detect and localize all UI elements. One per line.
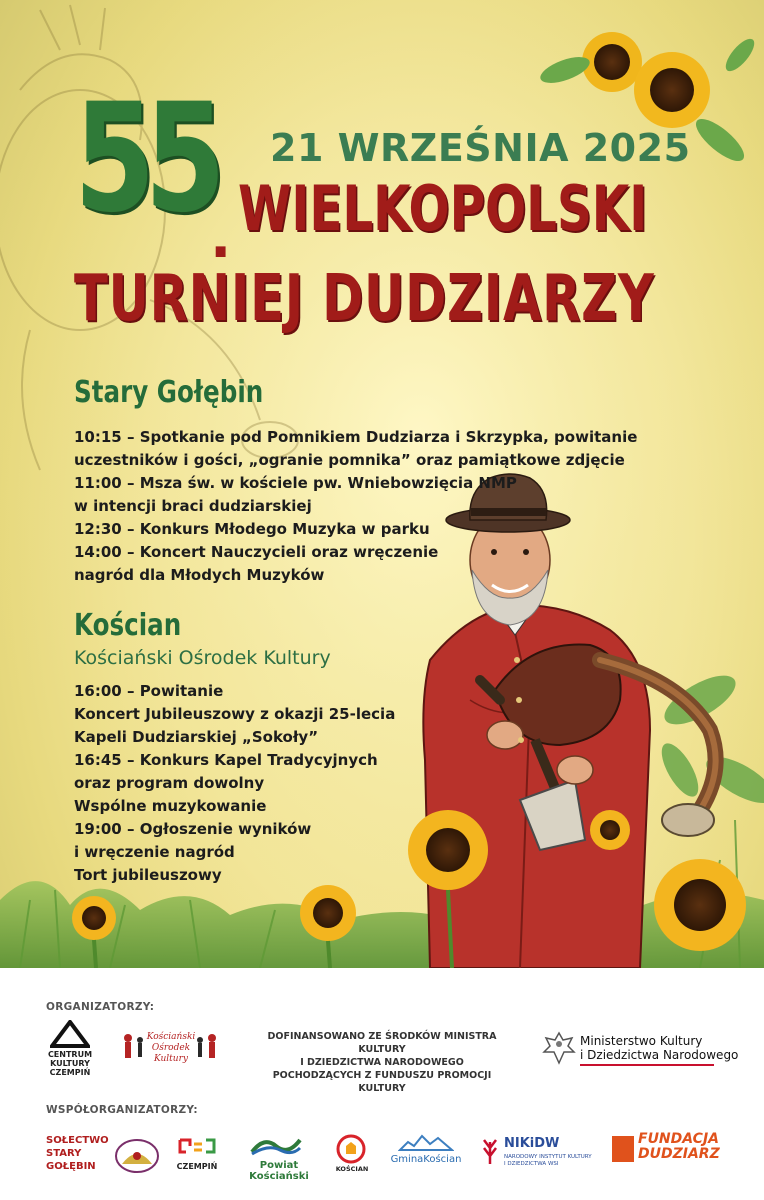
sunflower-bottom-right (654, 859, 746, 951)
program-line: 16:00 – Powitanie (74, 682, 224, 700)
program-line: 12:30 – Konkurs Młodego Muzyka w parku (74, 520, 430, 538)
co-organizers-label: WSPÓŁORGANIZATORZY: (46, 1104, 198, 1116)
program-line: 10:15 – Spotkanie pod Pomnikiem Dudziarza i Skrzypka, powitanie (74, 428, 638, 446)
koscian-city-emblem-icon (336, 1134, 366, 1164)
section-koscian-heading: Kościan (74, 608, 182, 643)
powiat-label: Powiat Kościański (249, 1160, 309, 1182)
program-line: i wręczenie nagród (74, 843, 235, 861)
program-line: uczestników i gości, „ogranie pomnika” oraz pamiątkowe zdjęcie (74, 451, 625, 469)
fundacja-mark-icon (612, 1136, 634, 1162)
czempin-label: CZEMPIŃ (176, 1162, 218, 1171)
program-line: w intencji braci dudziarskiej (74, 497, 312, 515)
section-koscian-venue: Kościański Ośrodek Kultury (74, 647, 331, 669)
program-line: Tort jubileuszowy (74, 866, 222, 884)
gmina-logo-icon (398, 1132, 454, 1152)
program-stary-golebin (74, 426, 637, 587)
osrodek-logo-text: Ośrodek (151, 1043, 191, 1053)
program-line: 19:00 – Ogłoszenie wyników (74, 820, 312, 838)
event-date: 21 WRZEŚNIA 2025 (270, 126, 691, 170)
gmina-label: GminaKościan (390, 1154, 462, 1165)
nikidw-emblem-icon (482, 1136, 498, 1166)
osrodek-logo-text: Kultury (153, 1054, 188, 1064)
czempin-logo-icon (178, 1138, 216, 1158)
program-line: Koncert Jubileuszowy z okazji 25-lecia (74, 705, 396, 723)
edition-dot: . (210, 206, 232, 271)
edition-number: 55 (74, 72, 215, 246)
ministry-underline (580, 1064, 714, 1066)
funding-text: DOFINANSOWANO ZE ŚRODKÓW MINISTRA KULTURY I DZIEDZICTWA NARODOWEGO POCHODZĄCYCH Z FUNDUSZU PROMOCJI KULTURY (267, 1031, 497, 1094)
sponsors-footer (0, 968, 764, 1200)
round-emblem-icon (114, 1138, 160, 1174)
program-line: Wspólne muzykowanie (74, 797, 267, 815)
solectwo-stary-golebin: SOŁECTWO STARY GOŁĘBIN (46, 1135, 109, 1172)
title-line-1: WIELKOPOLSKI (238, 172, 648, 245)
powiat-logo-icon (250, 1134, 302, 1156)
section-stary-golebin-heading: Stary Gołębin (74, 375, 264, 410)
sunflower-bottom-left (72, 896, 116, 940)
nikidw-label: NIKiDW (504, 1136, 560, 1151)
program-line: oraz program dowolny (74, 774, 265, 792)
organizers-label: ORGANIZATORZY: (46, 1001, 155, 1013)
fundacja-dudziarz-logo: FUNDACJA DUDZIARZ (612, 1132, 712, 1166)
program-line: 14:00 – Koncert Nauczycieli oraz wręczenie (74, 543, 439, 561)
osrodek-kultury-logo (116, 1026, 226, 1074)
polish-eagle-icon (542, 1030, 576, 1066)
sunflower-right-small (590, 810, 630, 850)
centrum-kultury-name: CENTRUM KULTURY CZEMPIŃ (47, 1050, 93, 1077)
sunflower-top-right-1 (582, 32, 642, 92)
program-line: Kapeli Dudziarskiej „Sokoły” (74, 728, 319, 746)
sunflower-bottom-center (408, 810, 488, 890)
osrodek-logo-text: Kościański (146, 1032, 196, 1042)
centrum-kultury-logo-icon (50, 1020, 90, 1048)
ministry-name: Ministerstwo Kultury i Dziedzictwa Narodowego (580, 1034, 739, 1062)
sunflower-bottom-mid (300, 885, 356, 941)
program-line: 16:45 – Konkurs Kapel Tradycyjnych (74, 751, 378, 769)
sunflower-top-right-2 (634, 52, 710, 128)
program-koscian (74, 680, 395, 887)
program-line: 11:00 – Msza św. w kościele pw. Wniebowzięcia NMP (74, 474, 517, 492)
nikidw-subtitle: NARODOWY INSTYTUT KULTURY I DZIEDZICTWA WSI (504, 1154, 592, 1167)
program-line: nagród dla Młodych Muzyków (74, 566, 325, 584)
koscian-city-label: KOŚCIAN (335, 1165, 369, 1173)
title-line-2: TURNIEJ DUDZIARZY (74, 262, 655, 336)
